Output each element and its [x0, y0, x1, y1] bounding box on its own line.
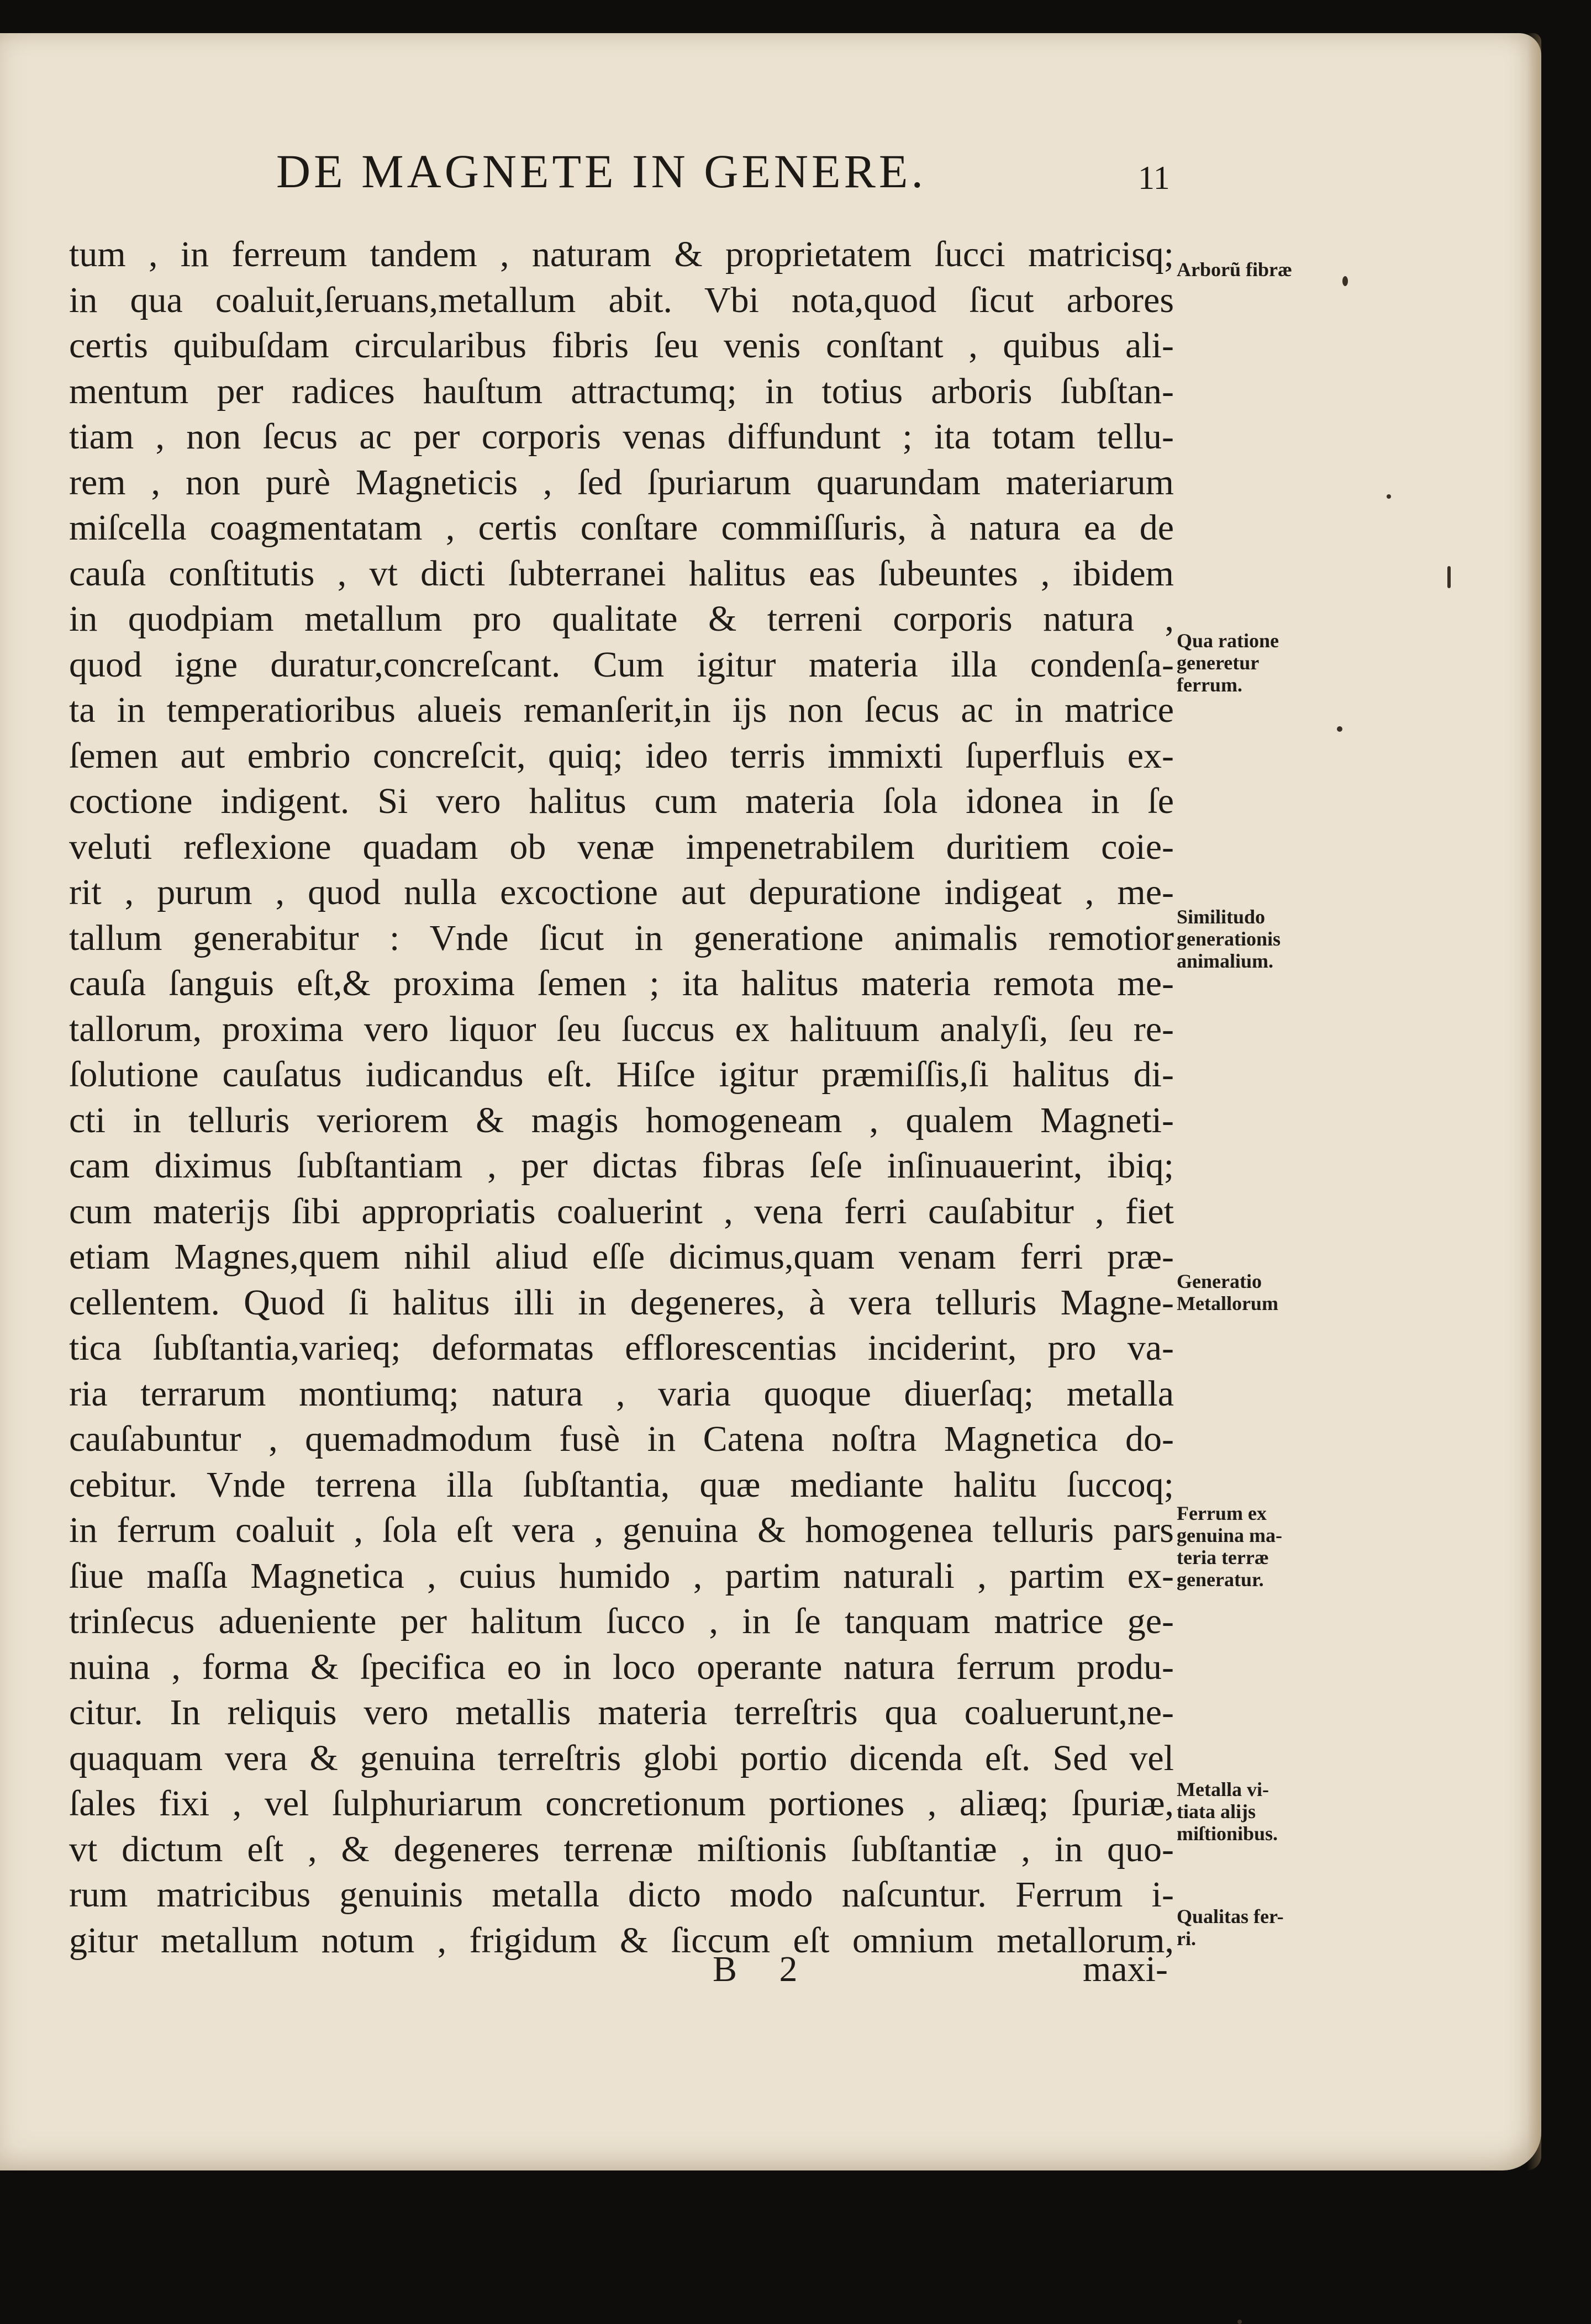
- text-line: certis quibuſdam circularibus fibris ſeu venis conſtant , quibus ali-: [69, 325, 1174, 366]
- text-line: cauſa ſanguis eſt,& proxima ſemen ; ita halitus materia remota me-: [69, 963, 1174, 1003]
- text-line: tallum generabitur : Vnde ſicut in generatione animalis remotior: [69, 917, 1174, 958]
- text-line: ta in temperatioribus alueis remanſerit,in ijs non ſecus ac in matrice: [69, 690, 1174, 730]
- text-line: etiam Magnes,quem nihil aliud eſſe dicimus,quam venam ferri præ-: [69, 1237, 1174, 1277]
- text-line: ſolutione cauſatus iudicandus eſt. Hiſce igitur præmiſſis,ſi halitus di-: [69, 1054, 1174, 1095]
- main-text-block: [69, 232, 1174, 1963]
- text-line: cum materijs ſibi appropriatis coaluerint , vena ferri cauſabitur , fiet: [69, 1191, 1174, 1232]
- ink-speck: [1387, 494, 1391, 499]
- text-line: nuina , forma & ſpecifica eo in loco operante natura ferrum produ-: [69, 1646, 1174, 1687]
- text-line: tum , in ferreum tandem , naturam & proprietatem ſucci matricisq;: [69, 234, 1174, 274]
- text-line: coctione indigent. Si vero halitus cum materia ſola idonea in ſe: [69, 781, 1174, 821]
- margin-note-line: teria terræ: [1177, 1546, 1269, 1568]
- text-line: quaquam vera & genuina terreſtris globi portio dicenda eſt. Sed vel: [69, 1737, 1174, 1778]
- ink-speck: [1237, 2320, 1242, 2324]
- margin-note-line: generetur: [1177, 652, 1260, 674]
- margin-note-line: ferrum.: [1177, 674, 1242, 696]
- margin-note-qua-ratione: [1177, 630, 1279, 696]
- margin-note-line: miſtionibus.: [1177, 1823, 1278, 1845]
- text-line: ſemen aut embrio concreſcit, quiq; ideo terris immixti ſuperfluis ex-: [69, 735, 1174, 776]
- text-line: cam diximus ſubſtantiam , per dictas fibras ſeſe inſinuauerint, ibiq;: [69, 1145, 1174, 1186]
- margin-note-qualitas: [1177, 1905, 1284, 1950]
- ink-speck: [1337, 726, 1342, 732]
- margin-note-ferrum: [1177, 1502, 1282, 1591]
- margin-note-line: Arborũ fibræ: [1177, 258, 1292, 281]
- book-page: [0, 33, 1541, 2170]
- margin-note-line: genuina ma-: [1177, 1524, 1283, 1546]
- margin-note-arborum: [1177, 258, 1292, 281]
- text-line: cti in telluris veriorem & magis homogeneam , qualem Magneti-: [69, 1100, 1174, 1140]
- text-line: cauſa conſtitutis , vt dicti ſubterranei halitus eas ſubeuntes , ibidem: [69, 553, 1174, 594]
- margin-note-line: Similitudo: [1177, 906, 1266, 928]
- text-line: miſcella coagmentatam , certis conſtare commiſſuris, à natura ea de: [69, 508, 1174, 548]
- margin-note-line: generationis: [1177, 928, 1281, 950]
- text-line: mentum per radices hauſtum attractumq; in totius arboris ſubſtan-: [69, 371, 1174, 411]
- running-title: DE MAGNETE IN GENERE.: [276, 145, 926, 198]
- text-line: citur. In reliquis vero metallis materia terreſtris qua coaluerunt,ne-: [69, 1692, 1174, 1733]
- text-line: ria terrarum montiumq; natura , varia quoque diuerſaq; metalla: [69, 1373, 1174, 1414]
- margin-note-line: Ferrum ex: [1177, 1502, 1267, 1524]
- text-line: tiam , non ſecus ac per corporis venas diffundunt ; ita totam tellu-: [69, 416, 1174, 457]
- text-line: rum matricibus genuinis metalla dicto modo naſcuntur. Ferrum i-: [69, 1874, 1174, 1915]
- page-number: 11: [1138, 160, 1170, 196]
- margin-note-similitudo: [1177, 906, 1281, 972]
- text-line: cellentem. Quod ſi halitus illi in degeneres, à vera telluris Magne-: [69, 1282, 1174, 1323]
- text-line: gitur metallum notum , frigidum & ſiccum eſt omnium metallorum,: [69, 1920, 1174, 1961]
- text-line: in qua coaluit,ſeruans,metallum abit. Vbi nota,quod ſicut arbores: [69, 279, 1174, 320]
- text-line: in quodpiam metallum pro qualitate & terreni corporis natura ,: [69, 599, 1174, 639]
- text-line: cauſabuntur , quemadmodum fusè in Catena noſtra Magnetica do-: [69, 1419, 1174, 1459]
- text-line: cebitur. Vnde terrena illa ſubſtantia, quæ mediante halitu ſuccoq;: [69, 1464, 1174, 1505]
- margin-note-line: Metallorum: [1177, 1292, 1278, 1314]
- margin-note-line: Qua ratione: [1177, 630, 1279, 652]
- ink-speck: [1342, 276, 1348, 286]
- text-line: tallorum, proxima vero liquor ſeu ſuccus ex halituum analyſi, ſeu re-: [69, 1008, 1174, 1049]
- text-line: veluti reflexione quadam ob venæ impenetrabilem duritiem coie-: [69, 826, 1174, 867]
- text-line: trinſecus adueniente per halitum ſucco , in ſe tanquam matrice ge-: [69, 1601, 1174, 1641]
- text-line: rem , non purè Magneticis , ſed ſpuriarum quarundam materiarum: [69, 462, 1174, 503]
- margin-note-metalla: [1177, 1778, 1278, 1845]
- margin-note-line: Metalla vi-: [1177, 1778, 1269, 1800]
- text-line: tica ſubſtantia,varieq; deformatas efflorescentias inciderint, pro va-: [69, 1328, 1174, 1368]
- margin-note-line: generatur.: [1177, 1568, 1264, 1591]
- text-line: rit , purum , quod nulla excoctione aut depuratione indigeat , me-: [69, 872, 1174, 912]
- margin-note-line: tiata alijs: [1177, 1800, 1256, 1823]
- margin-note-line: ri.: [1177, 1927, 1196, 1950]
- margin-note-line: animalium.: [1177, 950, 1274, 972]
- margin-note-generatio: [1177, 1270, 1278, 1314]
- text-line: ſales fixi , vel ſulphuriarum concretionum portiones , aliæq; ſpuriæ,: [69, 1783, 1174, 1824]
- text-line: ſiue maſſa Magnetica , cuius humido , partim naturali , partim ex-: [69, 1555, 1174, 1596]
- text-line: vt dictum eſt , & degeneres terrenæ miſtionis ſubſtantiæ , in quo-: [69, 1829, 1174, 1869]
- margin-note-line: Generatio: [1177, 1270, 1262, 1292]
- signature-mark: B 2: [713, 1949, 798, 1989]
- text-line: in ferrum coaluit , ſola eſt vera , genuina & homogenea telluris pars: [69, 1510, 1174, 1550]
- ink-speck: [1447, 566, 1451, 588]
- catchword: maxi-: [1083, 1949, 1168, 1989]
- margin-note-line: Qualitas fer-: [1177, 1905, 1284, 1927]
- text-line: quod igne duratur,concreſcant. Cum igitur materia illa condenſa-: [69, 644, 1174, 685]
